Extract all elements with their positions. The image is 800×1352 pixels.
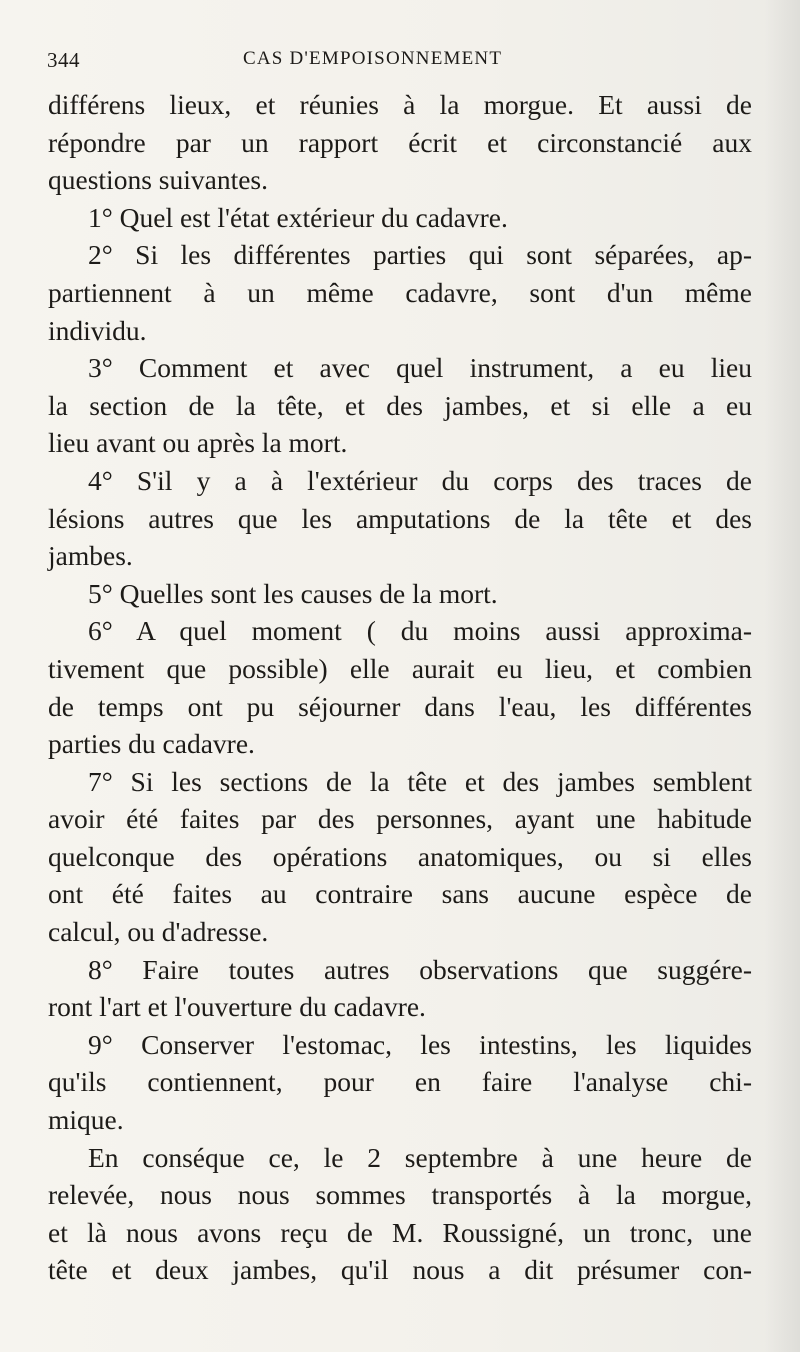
text-line: relevée, nous nous sommes transportés à la morgue, — [48, 1179, 752, 1211]
text-line: parties du cadavre. — [48, 728, 255, 760]
text-line: questions suivantes. — [48, 164, 268, 196]
text-line: de temps ont pu séjourner dans l'eau, les différentes — [48, 690, 752, 722]
text-line: 3° Comment et avec quel instrument, a eu lieu — [88, 352, 752, 384]
text-line: tête et deux jambes, qu'il nous a dit présumer con- — [48, 1254, 752, 1286]
text-line: ont été faites au contraire sans aucune espèce de — [48, 878, 752, 910]
text-line: avoir été faites par des personnes, ayant une habitude — [48, 803, 752, 835]
text-line: et là nous avons reçu de M. Roussigné, un tronc, une — [48, 1216, 752, 1248]
text-line: différens lieux, et réunies à la morgue. Et aussi de — [48, 89, 752, 120]
text-line: lésions autres que les amputations de la tête et des — [48, 502, 752, 534]
text-line: 5° Quelles sont les causes de la mort. — [88, 577, 498, 609]
text-line: calcul, ou d'adresse. — [48, 916, 269, 948]
page-number: 344 — [47, 48, 80, 72]
text-line: répondre par un rapport écrit et circonstancié aux — [48, 126, 752, 158]
text-line: la section de la tête, et des jambes, et si elle a eu — [48, 389, 752, 421]
body-text — [48, 86, 752, 1289]
page-header — [47, 46, 730, 76]
text-line: partiennent à un même cadavre, sont d'un même — [48, 276, 752, 308]
text-line: 2° Si les différentes parties qui sont séparées, ap- — [88, 239, 752, 271]
text-line: lieu avant ou après la mort. — [48, 427, 348, 459]
text-line: 6° A quel moment ( du moins aussi approxima- — [88, 615, 752, 647]
text-line: 7° Si les sections de la tête et des jambes semblent — [88, 765, 752, 797]
text-line: 8° Faire toutes autres observations que suggére- — [88, 953, 752, 985]
running-head: CAS D'EMPOISONNEMENT — [243, 48, 503, 69]
text-line: jambes. — [48, 540, 133, 572]
page-edge-shadow — [764, 0, 800, 1352]
text-line: 4° S'il y a à l'extérieur du corps des traces de — [88, 464, 752, 496]
text-line: quelconque des opérations anatomiques, ou si elles — [48, 840, 752, 872]
text-line: mique. — [48, 1104, 124, 1136]
text-line: 9° Conserver l'estomac, les intestins, les liquides — [88, 1028, 752, 1060]
text-line: 1° Quel est l'état extérieur du cadavre. — [88, 201, 508, 233]
text-line: individu. — [48, 314, 147, 346]
text-line: qu'ils contiennent, pour en faire l'analyse chi- — [48, 1066, 752, 1098]
text-line: tivement que possible) elle aurait eu lieu, et combien — [48, 652, 752, 684]
text-line: En conséque ce, le 2 septembre à une heure de — [88, 1141, 752, 1173]
text-line: ront l'art et l'ouverture du cadavre. — [48, 991, 426, 1023]
